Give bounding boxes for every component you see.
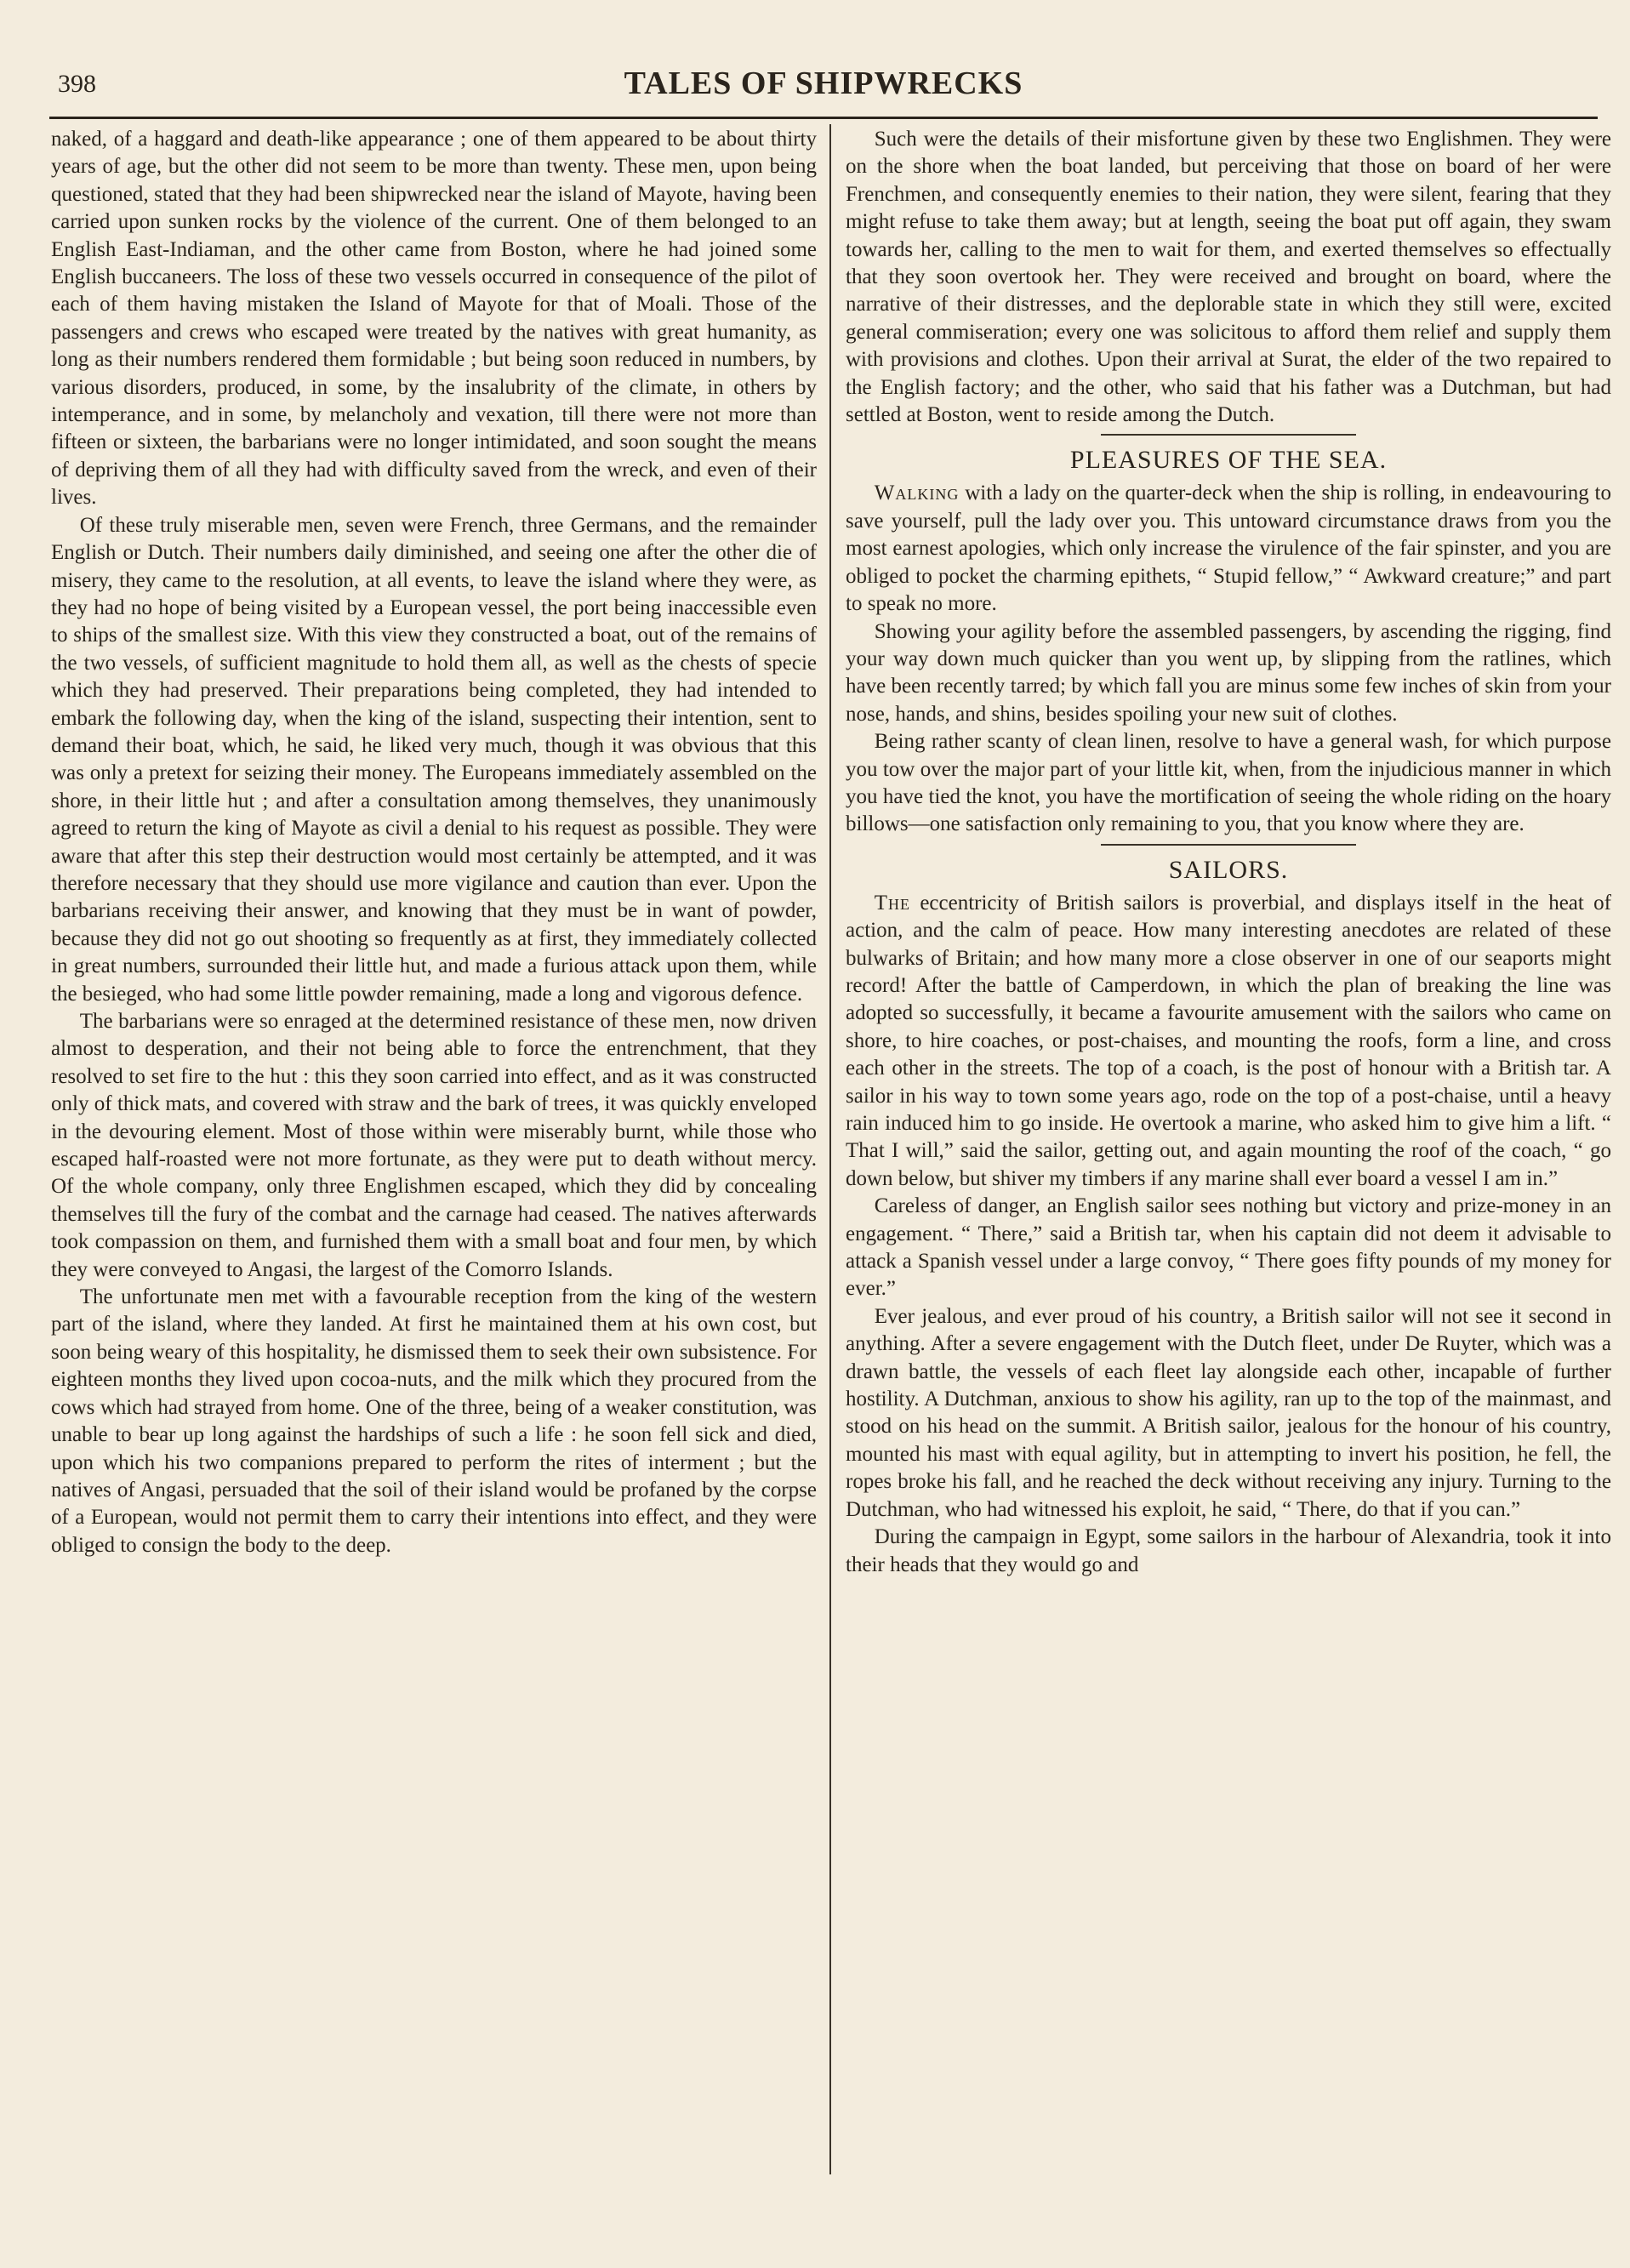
paragraph (846, 890, 1611, 1193)
paragraph: The unfortunate men met with a favourable reception from the king of the western part of the island, where they landed. At first he maintained them at his own cost, but soon being weary of this hospitality, he dismissed them to seek their own subsistence. For eighteen months they lived upon cocoa-nuts, and the milk which they procured from the cows which had strayed from home. One of the three, being of a weaker constitution, was unable to bear up long against the hardships of such a life : he soon fell sick and died, upon which his two companions prepared to perform the rites of interment ; but the natives of Angasi, persuaded that the soil of their island would be profaned by the corpse of a European, would not permit them to carry their intentions into effect, and they were obliged to consign the body to the deep. (51, 1285, 817, 1557)
section-rule (1101, 844, 1356, 846)
left-column (51, 126, 817, 2176)
right-column (846, 126, 1611, 2176)
paragraph: Ever jealous, and ever proud of his country, a British sailor will not see it second in anything. After a severe engagement with the Dutch fleet, under De Ruyter, which was a drawn battle, the vessels of each fleet lay alongside each other, incapable of further hostility. A Dutchman, anxious to show his agility, ran up to the top of the mainmast, and stood on his head on the summit. A British sailor, jealous for the honour of his country, mounted his mast with equal agility, but in attempting to invert his position, he fell, the ropes broke his fall, and he reached the deck without receiving any injury. Turning to the Dutchman, who had witnessed his exploit, he said, “ There, do that if you can.” (846, 1304, 1611, 1521)
lead-word: The (874, 891, 911, 915)
paragraph: naked, of a haggard and death-like appearance ; one of them appeared to be about thirty years of age, but the other did not seem to be more than twenty. These men, upon being questioned, stated that they had been shipwrecked near the island of Mayote, having been carried upon sunken rocks by the violence of the current. One of them belonged to an English East-Indiaman, and the other came from Boston, where he had joined some English buccaneers. The loss of these two vessels occurred in consequence of the pilot of each of them having mistaken the Island of Mayote for that of Moali. Those of the passengers and crews who escaped were treated by the natives with great humanity, as long as their numbers rendered them formidable ; but being soon reduced in numbers, by various disorders, produced, in some, by the insalubrity of the climate, in others by intemperance, and in some, by melancholy and vexation, till there were not more than fifteen or sixteen, the barbarians were no longer intimidated, and soon sought the means of depriving them of all they had with difficulty saved from the wreck, and even of their lives. (51, 128, 817, 510)
section-title-pleasures: PLEASURES OF THE SEA. (1069, 446, 1388, 475)
header-rule (49, 117, 1598, 119)
page-number: 398 (58, 70, 96, 98)
paragraph: The barbarians were so enraged at the determined resistance of these men, now driven almost to desperation, and their not being able to force the entrenchment, that they resolved to set fire to the hut : this they soon carried into effect, and as it was constructed only of thick mats, and covered with straw and the bark of trees, it was quickly enveloped in the devouring element. Most of those within were miserably burnt, while those who escaped half-roasted were not more fortunate, as they were put to death without mercy. Of the whole company, only three Englishmen escaped, which they did by concealing themselves till the fury of the combat and the carnage had ceased. The natives afterwards took compassion on them, and furnished them with a small boat and four men, by which they were conveyed to Angasi, the largest of the Comorro Islands. (51, 1010, 817, 1281)
paragraph-text: eccentricity of British sailors is proverbial, and displays itself in the heat of action, and the calm of peace. How many interesting anecdotes are related of these bulwarks of Britain; and how many more a close observer in one of our seaports might record! After the battle of Camperdown, in which the plan of breaking the line was adopted so successfully, it became a favourite amusement with the sailors who came on shore, to hire coaches, or post-chaises, and mounting the roofs, form a line, and cross each other in the streets. The top of a coach, is the post of honour with a British tar. A sailor in his way to town some years ago, rode on the top of a post-chaise, until a heavy rain induced him to go inside. He overtook a marine, who asked him to give him a lift. “ That I will,” said the sailor, getting out, and again mounting the roof of the coach, “ go down below, but shiver my timbers if any marine shall ever board a vessel I am in.” (846, 891, 1611, 1190)
section-rule (1101, 434, 1356, 436)
running-title: TALES OF SHIPWRECKS (624, 66, 1023, 101)
paragraph (846, 480, 1611, 618)
paragraph: Such were the details of their misfortune given by these two Englishmen. They were on the shore when the boat landed, but perceiving that those on board of her were Frenchmen, and consequently enemies to their nation, they were silent, fearing that they might refuse to take them away; but at length, seeing the boat put off again, they swam towards her, calling to the men to wait for them, and exerted themselves so effectually that they soon overtook her. They were received and brought on board, where the narrative of their distresses, and the deplorable state in which they still were, excited general commiseration; every one was solicitous to afford them relief and supply them with provisions and clothes. Upon their arrival at Surat, the elder of the two repaired to the English factory; and the other, who said that his father was a Dutchman, but had settled at Boston, went to reside among the Dutch. (846, 128, 1611, 427)
section-title-sailors: SAILORS. (1168, 855, 1289, 884)
column-divider (829, 124, 831, 2174)
paragraph: Showing your agility before the assembled passengers, by ascending the rigging, find your way down much quicker than you went up, by slipping from the ratlines, which have been recently tarred; by which fall you are minus some few inches of skin from your nose, hands, and shins, besides spoiling your new suit of clothes. (846, 619, 1611, 726)
paragraph: Of these truly miserable men, seven were French, three Germans, and the remainder English or Dutch. Their numbers daily diminished, and seeing one after the other die of misery, they came to the resolution, at all events, to leave the island where they were, as they had no hope of being visited by a European vessel, the port being inaccessible even to ships of the smallest size. With this view they constructed a boat, out of the remains of the two vessels, of sufficient magnitude to hold them all, as well as the chests of specie which they had preserved. Their preparations being completed, they had intended to embark the following day, when the king of the island, suspecting their intention, sent to demand their boat, which, he said, he liked very much, though it was obvious that this was only a pretext for seizing their money. The Europeans immediately assembled on the shore, in their little hut ; and after a consultation among themselves, they unanimously agreed to return the king of Mayote as civil a denial to his request as possible. They were aware that after this step their destruction would most certainly be attempted, and it was therefore necessary that they should use more vigilance and caution than ever. Upon the barbarians receiving their answer, and knowing that they must be in want of powder, because they did not go out shooting so frequently as at first, they immediately collected in great numbers, surrounded their little hut, and made a furious attack upon them, while the besieged, who had some little powder remaining, made a long and vigorous defence. (51, 513, 817, 1006)
paragraph-text: with a lady on the quarter-deck when the ship is rolling, in endeavouring to save yourself, pull the lady over you. This untoward circumstance draws from you the most earnest apologies, which only increase the virulence of the fair spinster, and you are obliged to pocket the charming epithets, “ Stupid fellow,” “ Awkward creature;” and part to speak no more. (846, 482, 1611, 616)
page-header (49, 61, 1598, 114)
paragraph: Careless of danger, an English sailor sees nothing but victory and prize-money in an engagement. “ There,” said a British tar, when his captain did not deem it advisable to attack a Spanish vessel under a large convoy, “ There goes fifty pounds of my money for ever.” (846, 1194, 1611, 1301)
lead-word: Walking (874, 482, 960, 505)
paragraph: Being rather scanty of clean linen, resolve to have a general wash, for which purpose you tow over the major part of your little kit, when, from the injudicious manner in which you have tied the knot, you have the mortification of seeing the whole riding on the hoary billows—one satisfaction only remaining to you, that you know where they are. (846, 730, 1611, 836)
paragraph: During the campaign in Egypt, some sailors in the harbour of Alexandria, took it into their heads that they would go and (846, 1525, 1611, 1576)
